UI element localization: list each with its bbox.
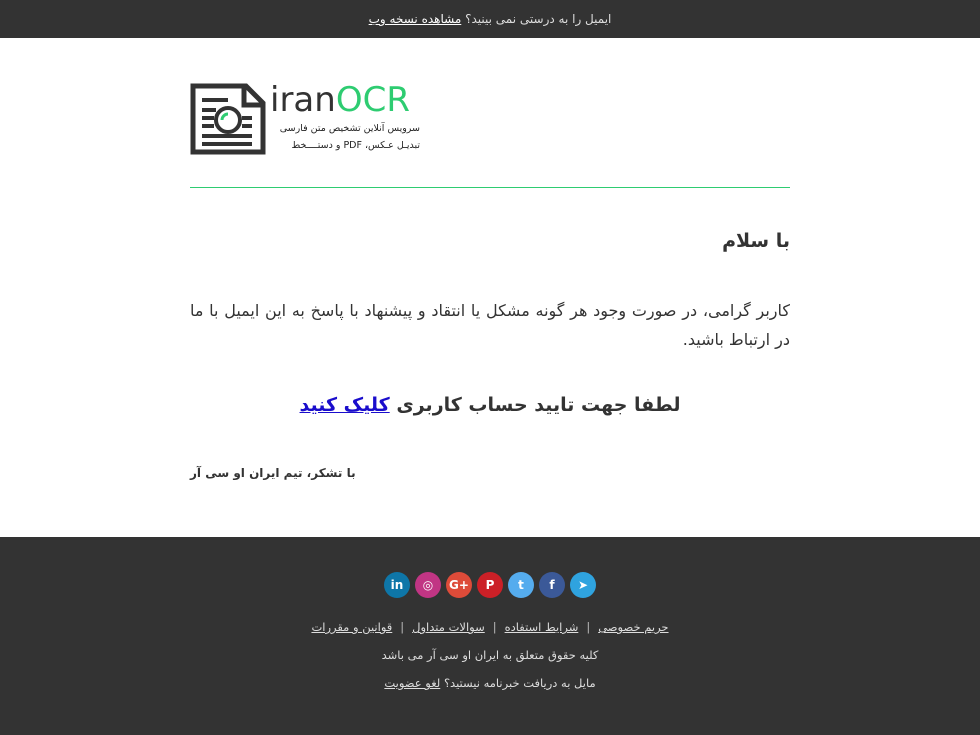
social-links <box>0 572 980 598</box>
body-paragraph: کاربر گرامی، در صورت وجود هر گونه مشکل یا انتقاد و پیشنهاد با پاسخ به این ایمیل با ما در ارتباط باشید. <box>190 301 790 349</box>
verify-account-link[interactable]: کلیک کنید <box>299 394 390 416</box>
verify-account-prompt: لطفا جهت تایید حساب کاربری کلیک کنید <box>299 394 681 416</box>
facebook-icon[interactable]: f <box>539 572 565 598</box>
signoff: با تشکر، تیم ایران او سی آر <box>190 466 356 480</box>
footer-link[interactable]: شرایط استفاده <box>504 620 579 634</box>
brand-tagline-1: سرویس آنلاین تشخیص متن فارسی <box>279 123 420 134</box>
brand-tagline-2: تبدیـل عـکس، PDF و دستــــخط <box>291 140 420 151</box>
brand-name: iranOCR <box>270 80 410 120</box>
telegram-icon[interactable]: ➤ <box>570 572 596 598</box>
footer-link[interactable]: قوانین و مقررات <box>311 620 393 634</box>
document-scan-icon <box>190 83 266 155</box>
link-separator: | <box>492 620 497 634</box>
google-plus-icon[interactable]: G+ <box>446 572 472 598</box>
linkedin-icon[interactable]: in <box>384 572 410 598</box>
view-web-prompt: ایمیل را به درستی نمی بینید؟ <box>465 12 612 26</box>
copyright-text: کلیه حقوق متعلق به ایران او سی آر می باشد <box>381 648 599 662</box>
instagram-icon[interactable]: ◎ <box>415 572 441 598</box>
iranocr-logo[interactable] <box>190 80 430 156</box>
footer-links <box>0 620 980 634</box>
pinterest-icon[interactable]: P <box>477 572 503 598</box>
link-separator: | <box>586 620 591 634</box>
top-bar <box>0 0 980 38</box>
view-web-version-link[interactable]: مشاهده نسخه وب <box>368 12 462 26</box>
footer-link[interactable]: سوالات متداول <box>412 620 485 634</box>
divider <box>190 187 790 188</box>
link-separator: | <box>400 620 405 634</box>
twitter-icon[interactable]: t <box>508 572 534 598</box>
unsubscribe-line: مایل به دریافت خبرنامه نیستید؟ لغو عضویت <box>384 676 596 690</box>
greeting-heading: با سلام <box>722 230 790 252</box>
footer <box>0 537 980 735</box>
unsubscribe-link[interactable]: لغو عضویت <box>384 676 441 690</box>
footer-link[interactable]: حریم خصوصی <box>598 620 669 634</box>
